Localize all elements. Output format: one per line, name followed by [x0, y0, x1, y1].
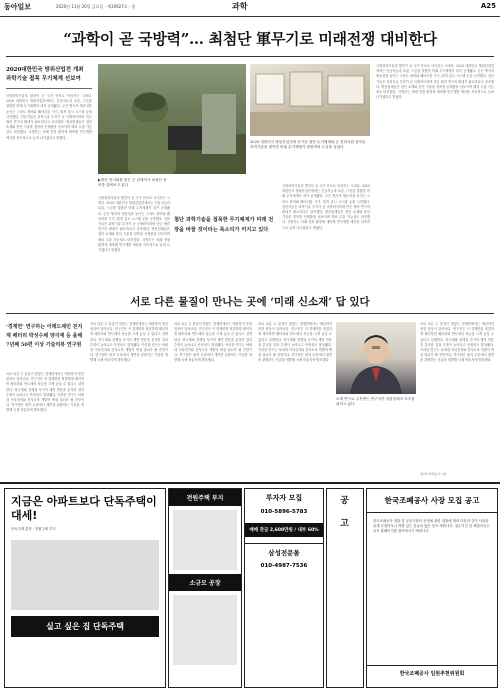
ad-land-title2: 소규모 공장: [169, 574, 241, 591]
article2-headline: 서로 다른 물질이 만나는 곳에 ‘미래 신소재’ 답 있다: [130, 296, 370, 308]
ad-land-box: [173, 510, 237, 570]
ad-land: [168, 488, 242, 688]
soldier-illustration: [98, 64, 246, 174]
article1-body-col1: 국방과학기술의 발전이 곧 국가 안보로 이어지는 시대다. 2020 대한민국 방위산업전에서는 인공지능과 로봇, 드론을 결합한 미래 무기체계가 대거 공개됐다. 군은 병사의 생존성을 높이는 스마트 장비와 웨어러블 기기, 원격 감시 시스템 등을 시연했다. 전문가들은 과학기술 투자가 곧 국방력이라며 민군 협력 연구의 확대가 필요하다고 강조했다. 방산업체들은 첨단 소재와 통신 기술을 접목한 신제품을 선보이며 해외 수출 가능성도 타진했다. 국방부는 미래 전장 환경에 대비해 연구개발 예산을 지속적으로 늘려 나가겠다고 밝혔다.: [6, 94, 92, 140]
ad-mint: [366, 488, 498, 688]
page-number: A25: [480, 2, 496, 10]
ad-land-title: 전원주택 부지: [169, 489, 241, 506]
ad-notice-vertical: 공 고: [338, 495, 348, 529]
ad-invest-head: 삼성전문몰: [245, 543, 323, 561]
exhibit-photo: [250, 64, 370, 136]
ad-invest-title: 투자자 모집: [265, 494, 303, 502]
soldier-photo: [98, 64, 246, 174]
article1-headline: “과학이 곧 국방력”… 최첨단 軍무기로 미래전쟁 대비한다: [63, 30, 437, 48]
article2-quote: ‘경계면’ 연구하는 이레드제민 전지재 배터리 박성수체 양극재 등 올해 7년째 50편 이상 기술리뷰 연구원: [6, 324, 83, 348]
section-name: 과학: [232, 2, 248, 11]
ad-land-box2: [173, 595, 237, 665]
article1-body-col4: 국방과학기술의 발전이 곧 국가 안보로 이어지는 시대다. 2020 대한민국 방위산업전에서는 인공지능과 로봇, 드론을 결합한 미래 무기체계가 대거 공개됐다. 군은 병사의 생존성을 높이는 스마트 장비와 웨어러블 기기, 원격 감시 시스템 등을 시연했다. 전문가들은 과학기술 투자가 곧 국방력이라며 민군 협력 연구의 확대가 필요하다고 강조했다. 방산업체들은 첨단 소재와 통신 기술을 접목한 신제품을 선보이며 해외 수출 가능성도 타진했다. 국방부는 미래 전장 환경에 대비해 연구개발 예산을 지속적으로 늘려 나가겠다고 밝혔다.: [376, 64, 494, 100]
article1-pullquote: 첨단 과학기술을 접목한 무기체계가 미래 전장을 바꿀 것이라는 목소리가 커지고 있다: [174, 217, 274, 233]
ad-housing-sub: 단독주택 분양 · 전원주택 부지: [11, 527, 56, 531]
researcher-photo: [336, 322, 416, 394]
issue-date: 2020년 11월 20일 금요일 · 제30927호 · 종: [56, 4, 136, 9]
ad-mint-title: 한국조폐공사 사장 모집 공고: [367, 489, 497, 513]
masthead: [0, 0, 500, 17]
article2-rule: [6, 313, 494, 314]
subhead-rule: [6, 88, 92, 89]
newspaper-name: 동아일보: [4, 3, 32, 11]
article2-body-col5: 서로 다른 두 물질이 맞닿는 경계면에서는 예상하지 못한 현상이 일어난다. 연구진은 이 경계면을 정밀하게 제어하면 배터리와 반도체의 성능을 크게 높일 수 있다고 설명한다. 양극재와 전해질 사이의 계면 반응을 분석한 결과 수명이 늘어나고 안정성도 향상됐다. 이러한 연구는 차세대 이차전지와 전자소자 개발의 핵심 열쇠가 될 전망이다. 연구팀은 원자 수준에서 계면을 관찰하는 기술을 개발해 국제 학술지에 발표했다.: [420, 322, 494, 363]
article2-body-col2: 서로 다른 두 물질이 맞닿는 경계면에서는 예상하지 못한 현상이 일어난다. 연구진은 이 경계면을 정밀하게 제어하면 배터리와 반도체의 성능을 크게 높일 수 있다고 설명한다. 양극재와 전해질 사이의 계면 반응을 분석한 결과 수명이 늘어나고 안정성도 향상됐다. 이러한 연구는 차세대 이차전지와 전자소자 개발의 핵심 열쇠가 될 전망이다. 연구팀은 원자 수준에서 계면을 관찰하는 기술을 개발해 국제 학술지에 발표했다.: [90, 322, 168, 363]
article1-subheads: [6, 66, 92, 84]
headline-rule: [6, 56, 494, 57]
ad-mint-footer: 한국조폐공사 임원추천위원회: [367, 665, 497, 681]
ad-housing-image: [11, 540, 159, 610]
article2-body-col4: 서로 다른 두 물질이 맞닿는 경계면에서는 예상하지 못한 현상이 일어난다. 연구진은 이 경계면을 정밀하게 제어하면 배터리와 반도체의 성능을 크게 높일 수 있다고 설명한다. 양극재와 전해질 사이의 계면 반응을 분석한 결과 수명이 늘어나고 안정성도 향상됐다. 이러한 연구는 차세대 이차전지와 전자소자 개발의 핵심 열쇠가 될 전망이다. 연구팀은 원자 수준에서 계면을 관찰하는 기술을 개발해 국제 학술지에 발표했다.: [258, 322, 332, 363]
subhead-2: 과학기술 접목 무기체계 선보여: [6, 76, 81, 82]
ad-invest: [244, 488, 324, 688]
ad-invest-sale: 매매 잔금 2,600만원 / 내부 60%: [245, 523, 323, 537]
soldier-caption: ▶방산 전시회를 찾은 군 관계자가 최첨단 장비를 살펴보고 있다.: [98, 178, 167, 188]
ad-notice: [326, 488, 364, 688]
researcher-caption: 소재 연구로 주목받는 연구자가 실험실에서 포즈를 취하고 있다.: [336, 397, 415, 407]
article1-body-col2: 국방과학기술의 발전이 곧 국가 안보로 이어지는 시대다. 2020 대한민국 방위산업전에서는 인공지능과 로봇, 드론을 결합한 미래 무기체계가 대거 공개됐다. 군은 병사의 생존성을 높이는 스마트 장비와 웨어러블 기기, 원격 감시 시스템 등을 시연했다. 전문가들은 과학기술 투자가 곧 국방력이라며 민군 협력 연구의 확대가 필요하다고 강조했다. 방산업체들은 첨단 소재와 통신 기술을 접목한 신제품을 선보이며 해외 수출 가능성도 타진했다. 국방부는 미래 전장 환경에 대비해 연구개발 예산을 지속적으로 늘려 나가겠다고 밝혔다.: [98, 196, 170, 253]
exhibit-illustration: [250, 64, 370, 136]
article2-byline: 정리=과학동아 기자: [420, 472, 447, 476]
ad-housing-title: 지금은 아파트보다 단독주택이 대세!: [11, 495, 157, 522]
article1-body-col3: 국방과학기술의 발전이 곧 국가 안보로 이어지는 시대다. 2020 대한민국 방위산업전에서는 인공지능과 로봇, 드론을 결합한 미래 무기체계가 대거 공개됐다. 군은 병사의 생존성을 높이는 스마트 장비와 웨어러블 기기, 원격 감시 시스템 등을 시연했다. 전문가들은 과학기술 투자가 곧 국방력이라며 민군 협력 연구의 확대가 필요하다고 강조했다. 방산업체들은 첨단 소재와 통신 기술을 접목한 신제품을 선보이며 해외 수출 가능성도 타진했다. 국방부는 미래 전장 환경에 대비해 연구개발 예산을 지속적으로 늘려 나가겠다고 밝혔다.: [282, 184, 370, 230]
exhibit-caption: 2020 대한민국 방위산업전에 전시된 첨단 무기체계와 군 전력지원 물자들. 과학기술을 접목한 미래 무기체계가 관람객의 눈길을 끌었다.: [250, 140, 367, 150]
subhead-1: 2020대한민국 방위산업전 개최: [6, 67, 84, 73]
researcher-illustration: [336, 322, 416, 394]
article2-body-col1: 서로 다른 두 물질이 맞닿는 경계면에서는 예상하지 못한 현상이 일어난다. 연구진은 이 경계면을 정밀하게 제어하면 배터리와 반도체의 성능을 크게 높일 수 있다고 설명한다. 양극재와 전해질 사이의 계면 반응을 분석한 결과 수명이 늘어나고 안정성도 향상됐다. 이러한 연구는 차세대 이차전지와 전자소자 개발의 핵심 열쇠가 될 전망이다. 연구팀은 원자 수준에서 계면을 관찰하는 기술을 개발해 국제 학술지에 발표했다.: [6, 372, 84, 413]
ad-invest-phone2: 010-4987-7536: [260, 563, 308, 569]
ad-mint-body: 한국조폐공사 정관 및 공공기관의 운영에 관한 법률에 따라 다음과 같이 사장을 공개 모집하오니 역량 있는 분들의 많은 응모 바랍니다. 접수기간 및 제출서류는 공사 홈페이지를 참조하시기 바랍니다.: [373, 519, 490, 533]
ad-invest-phone: 010-5896-5783: [260, 509, 308, 515]
ad-housing: [4, 488, 166, 688]
article2-body-col3: 서로 다른 두 물질이 맞닿는 경계면에서는 예상하지 못한 현상이 일어난다. 연구진은 이 경계면을 정밀하게 제어하면 배터리와 반도체의 성능을 크게 높일 수 있다고 설명한다. 양극재와 전해질 사이의 계면 반응을 분석한 결과 수명이 늘어나고 안정성도 향상됐다. 이러한 연구는 차세대 이차전지와 전자소자 개발의 핵심 열쇠가 될 전망이다. 연구팀은 원자 수준에서 계면을 관찰하는 기술을 개발해 국제 학술지에 발표했다.: [174, 322, 252, 363]
ad-housing-banner: 실고 싶은 집 단독주택: [11, 616, 159, 637]
